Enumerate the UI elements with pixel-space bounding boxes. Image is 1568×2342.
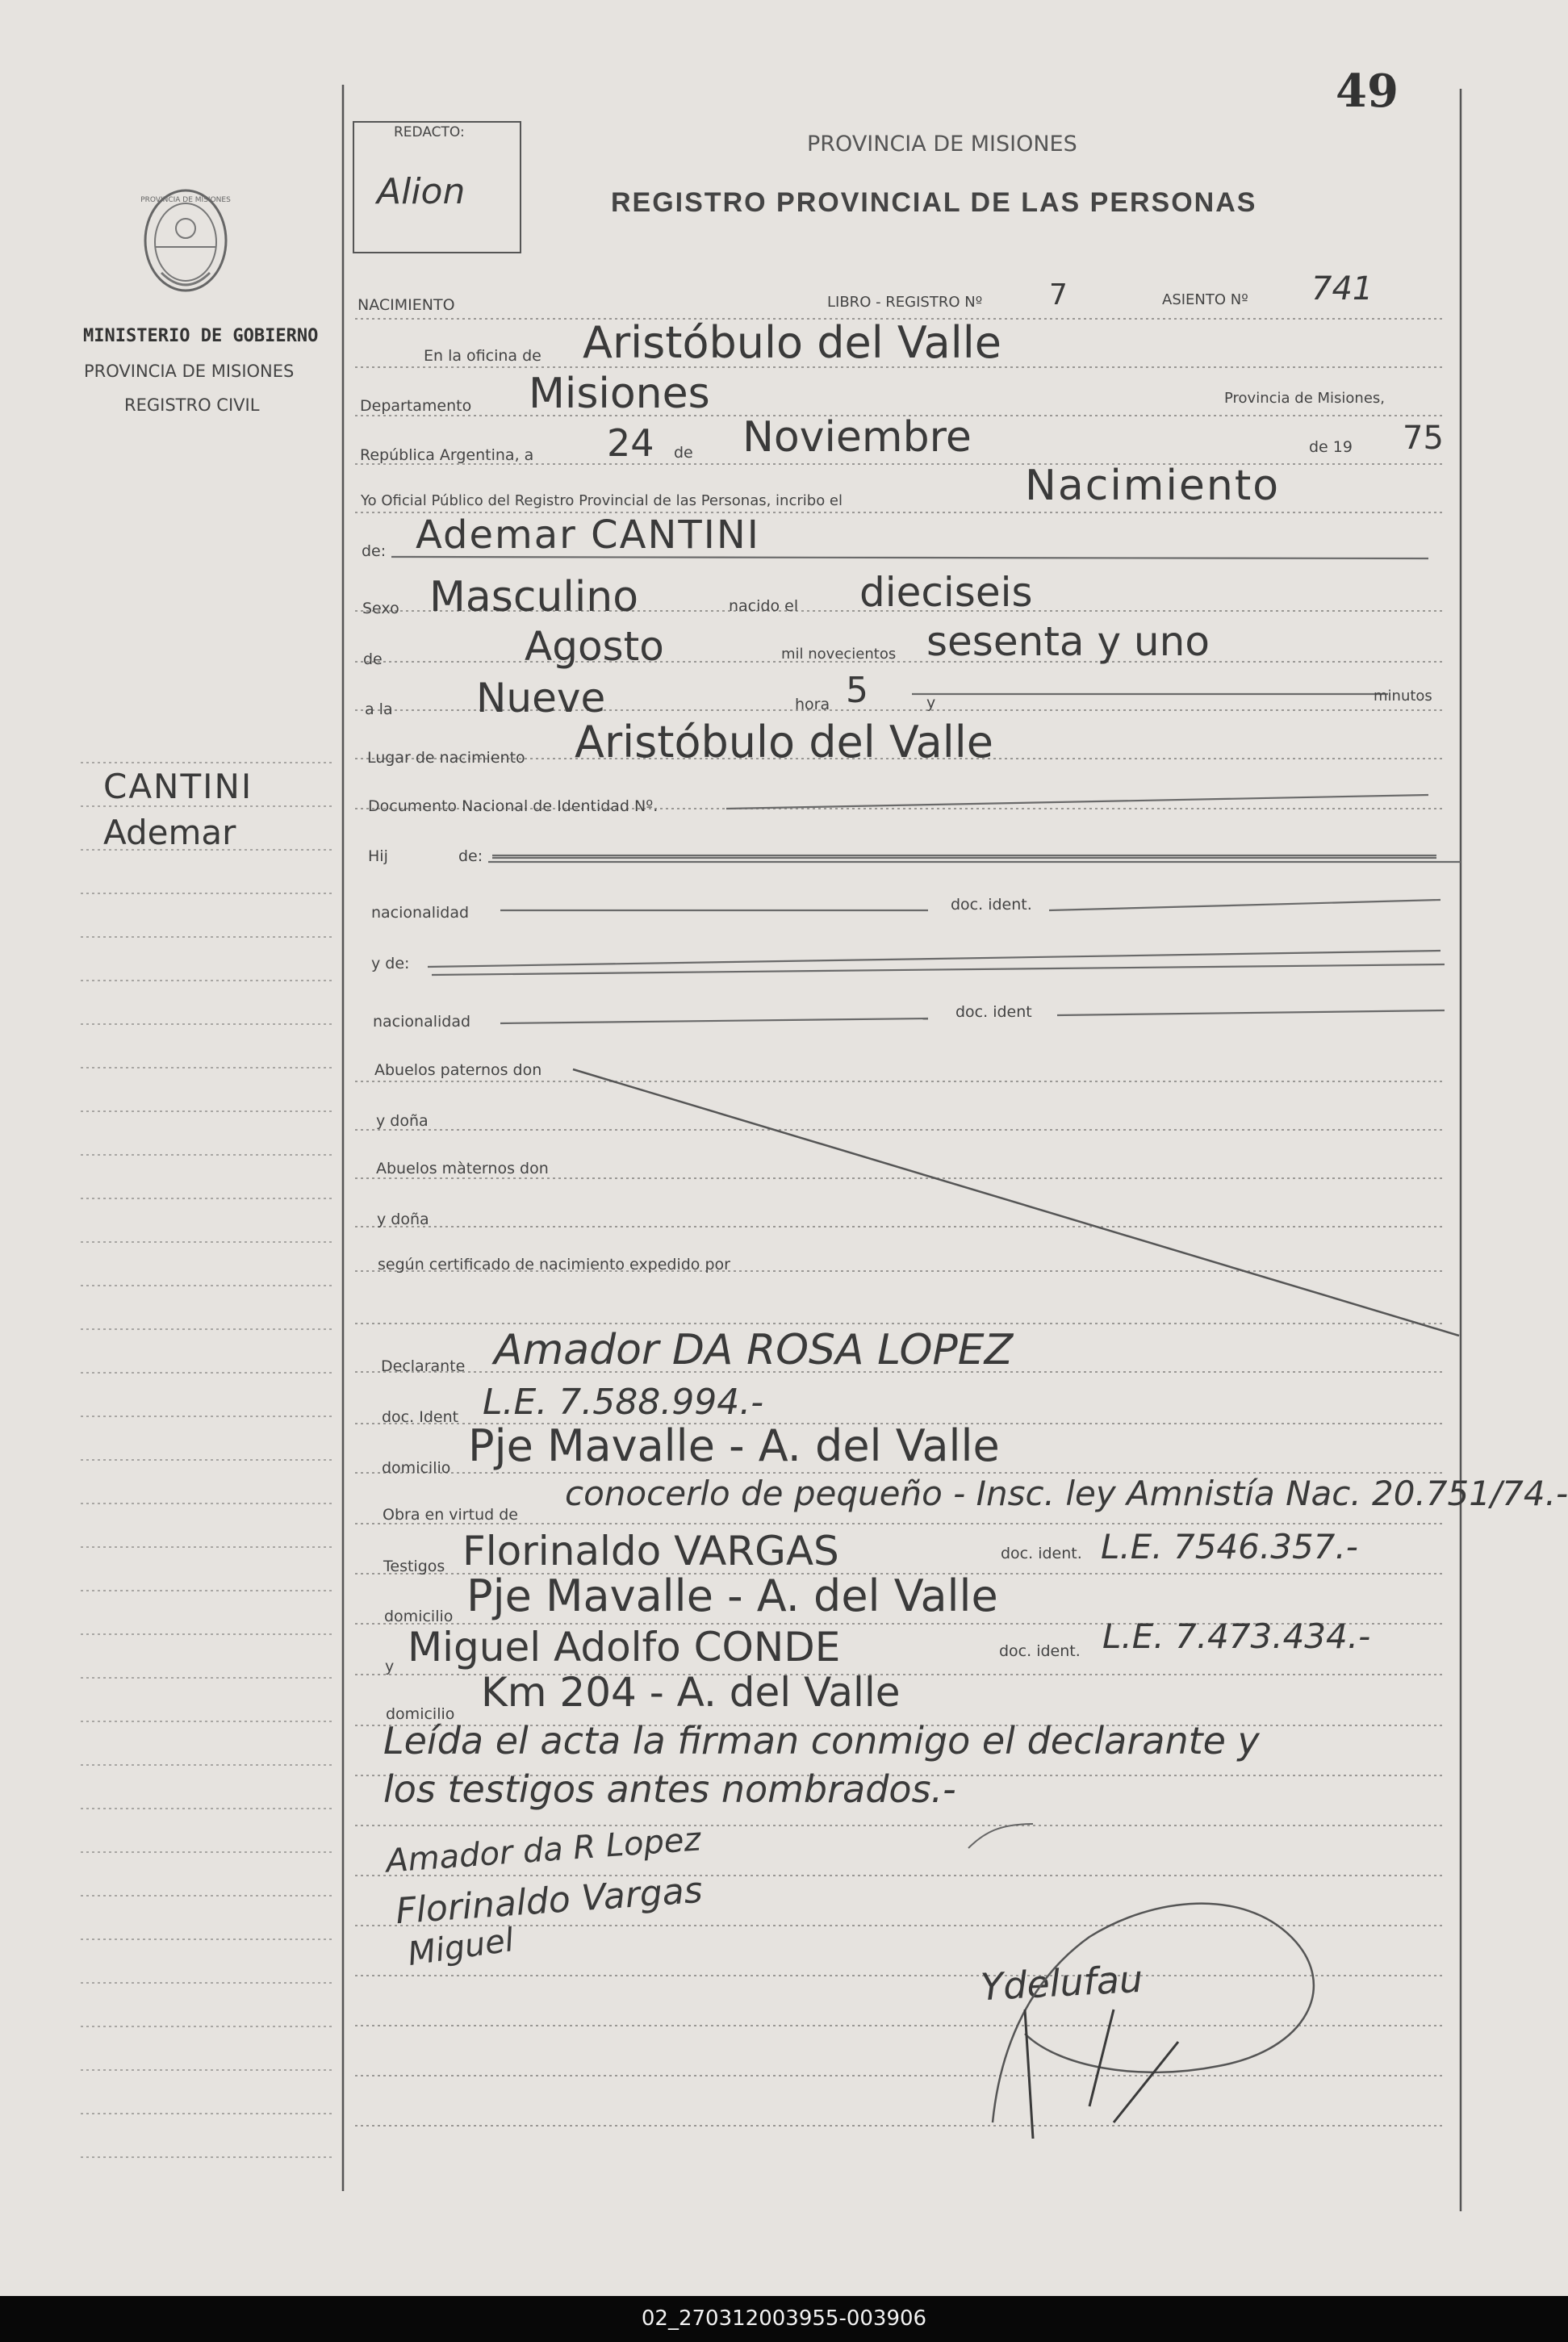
- label-de2: de: [363, 650, 383, 668]
- entry-nacido-anio: sesenta y uno: [926, 618, 1210, 665]
- label-y-dona1: y doña: [376, 1112, 429, 1130]
- entry-hora: 5: [846, 670, 868, 711]
- label-testigos: Testigos: [383, 1558, 445, 1575]
- coat-of-arms-seal: [137, 184, 234, 313]
- label-yo-oficial: Yo Oficial Público del Registro Provincial de las Personas, incribo el: [361, 492, 843, 509]
- label-docident5: doc. ident.: [999, 1642, 1081, 1660]
- margin-surname: CANTINI: [103, 767, 253, 806]
- label-nacido: nacido el: [729, 597, 799, 615]
- entry-cierre1: Leída el acta la firman conmigo el declarante y: [383, 1719, 1260, 1763]
- label-declarante: Declarante: [381, 1357, 466, 1375]
- seal-text: PROVINCIA DE MISIONES: [140, 196, 231, 204]
- entry-obra: conocerlo de pequeño - Insc. ley Amnistía Nac. 20.751/74.-: [565, 1474, 1568, 1513]
- label-abuelos-mat: Abuelos màternos don: [376, 1160, 549, 1177]
- entry-hora-texto: Nueve: [476, 675, 606, 721]
- redacto-signature: Alion: [377, 171, 466, 212]
- redacto-box: [353, 121, 521, 253]
- label-mil: mil novecientos: [781, 646, 897, 663]
- entry-nombre: Ademar CANTINI: [416, 512, 760, 558]
- entry-nacido-dia: dieciseis: [859, 569, 1033, 616]
- label-y-de: y de:: [371, 955, 410, 972]
- entry-sexo: Masculino: [429, 573, 639, 621]
- label-asiento: ASIENTO Nº: [1162, 291, 1248, 308]
- entry-declarante-domicilio: Pje Mavalle - A. del Valle: [468, 1420, 1000, 1471]
- label-lugar: Lugar de nacimiento: [367, 749, 525, 767]
- label-provincia: Provincia de Misiones,: [1224, 390, 1385, 407]
- signature-testigo1: Florinaldo Vargas: [394, 1869, 705, 1933]
- label-de-mes: de: [674, 444, 693, 462]
- entry-anio: 75: [1403, 420, 1444, 457]
- label-domicilio3: domicilio: [386, 1705, 455, 1723]
- label-libro: LIBRO - REGISTRO Nº: [827, 294, 983, 311]
- entry-declarante: Amador DA ROSA LOPEZ: [494, 1326, 1014, 1374]
- image-id-text: 02_270312003955-003906: [641, 2306, 927, 2331]
- signature-official: Ydelufau: [979, 1956, 1144, 2010]
- entry-testigo2-domicilio: Km 204 - A. del Valle: [481, 1669, 901, 1716]
- ministry-line3: REGISTRO CIVIL: [124, 395, 260, 415]
- label-de3: de:: [458, 847, 483, 865]
- label-abuelos-pat: Abuelos paternos don: [374, 1061, 542, 1079]
- cancel-diagonal: [573, 1069, 1459, 1336]
- label-docident3: doc. Ident: [382, 1408, 459, 1426]
- label-republica: República Argentina, a: [360, 446, 534, 464]
- label-docident1: doc. ident.: [951, 896, 1032, 914]
- entry-lugar: Aristóbulo del Valle: [575, 717, 993, 767]
- label-docident2: doc. ident: [955, 1003, 1032, 1021]
- label-a-la: a la: [365, 701, 393, 718]
- redacto-label: REDACTO:: [391, 124, 468, 140]
- label-y: y: [926, 694, 936, 712]
- entry-testigo1: Florinaldo VARGAS: [462, 1528, 839, 1575]
- label-obra: Obra en virtud de: [383, 1506, 518, 1524]
- official-signature-scribble: [872, 1800, 1372, 2139]
- ministry-line1: MINISTERIO DE GOBIERNO: [83, 326, 319, 346]
- entry-testigo1-doc: L.E. 7546.357.-: [1101, 1527, 1358, 1566]
- label-docident4: doc. ident.: [1001, 1545, 1082, 1562]
- entry-departamento: Misiones: [529, 370, 710, 418]
- label-nacimiento: NACIMIENTO: [358, 296, 455, 314]
- entry-mes: Noviembre: [742, 413, 972, 462]
- label-de-name: de:: [362, 542, 387, 560]
- label-dni: Documento Nacional de Identidad Nº.: [368, 797, 659, 815]
- header-province: PROVINCIA DE MISIONES: [807, 132, 1077, 157]
- label-oficina: En la oficina de: [424, 347, 541, 365]
- entry-testigo1-domicilio: Pje Mavalle - A. del Valle: [466, 1570, 998, 1621]
- label-hij: Hij: [368, 847, 388, 865]
- label-domicilio1: domicilio: [382, 1459, 451, 1477]
- label-nacionalidad1: nacionalidad: [371, 904, 470, 922]
- signature-testigo2: Miguel: [405, 1922, 516, 1973]
- label-departamento: Departamento: [360, 397, 472, 415]
- signature-declarante: Amador da R Lopez: [384, 1821, 702, 1880]
- ministry-line2: PROVINCIA DE MISIONES: [84, 362, 295, 381]
- label-nacionalidad2: nacionalidad: [373, 1013, 471, 1031]
- label-y-dona2: y doña: [377, 1211, 429, 1228]
- header-title: REGISTRO PROVINCIAL DE LAS PERSONAS: [611, 187, 1257, 218]
- image-id-bar: [0, 2296, 1568, 2342]
- entry-oficina: Aristóbulo del Valle: [583, 317, 1001, 368]
- label-minutos: minutos: [1374, 688, 1432, 705]
- entry-cierre2: los testigos antes nombrados.-: [383, 1767, 956, 1811]
- label-segun: según certificado de nacimiento expedido por: [378, 1256, 730, 1273]
- entry-asiento: 741: [1311, 270, 1374, 307]
- label-de-year: de 19: [1309, 438, 1353, 456]
- label-sexo: Sexo: [362, 600, 399, 617]
- entry-acto: Nacimiento: [1025, 462, 1281, 510]
- entry-nacido-mes: Agosto: [525, 623, 664, 670]
- label-hora: hora: [795, 696, 830, 713]
- margin-name: Ademar: [103, 813, 236, 852]
- label-domicilio2: domicilio: [384, 1608, 454, 1625]
- entry-testigo2-doc: L.E. 7.473.434.-: [1102, 1616, 1371, 1656]
- page-number: 49: [1336, 65, 1399, 118]
- entry-libro: 7: [1049, 278, 1068, 312]
- entry-testigo2: Miguel Adolfo CONDE: [408, 1624, 841, 1671]
- label-y2: y: [385, 1658, 395, 1675]
- entry-declarante-doc: L.E. 7.588.994.-: [483, 1382, 764, 1423]
- entry-dia: 24: [607, 421, 654, 465]
